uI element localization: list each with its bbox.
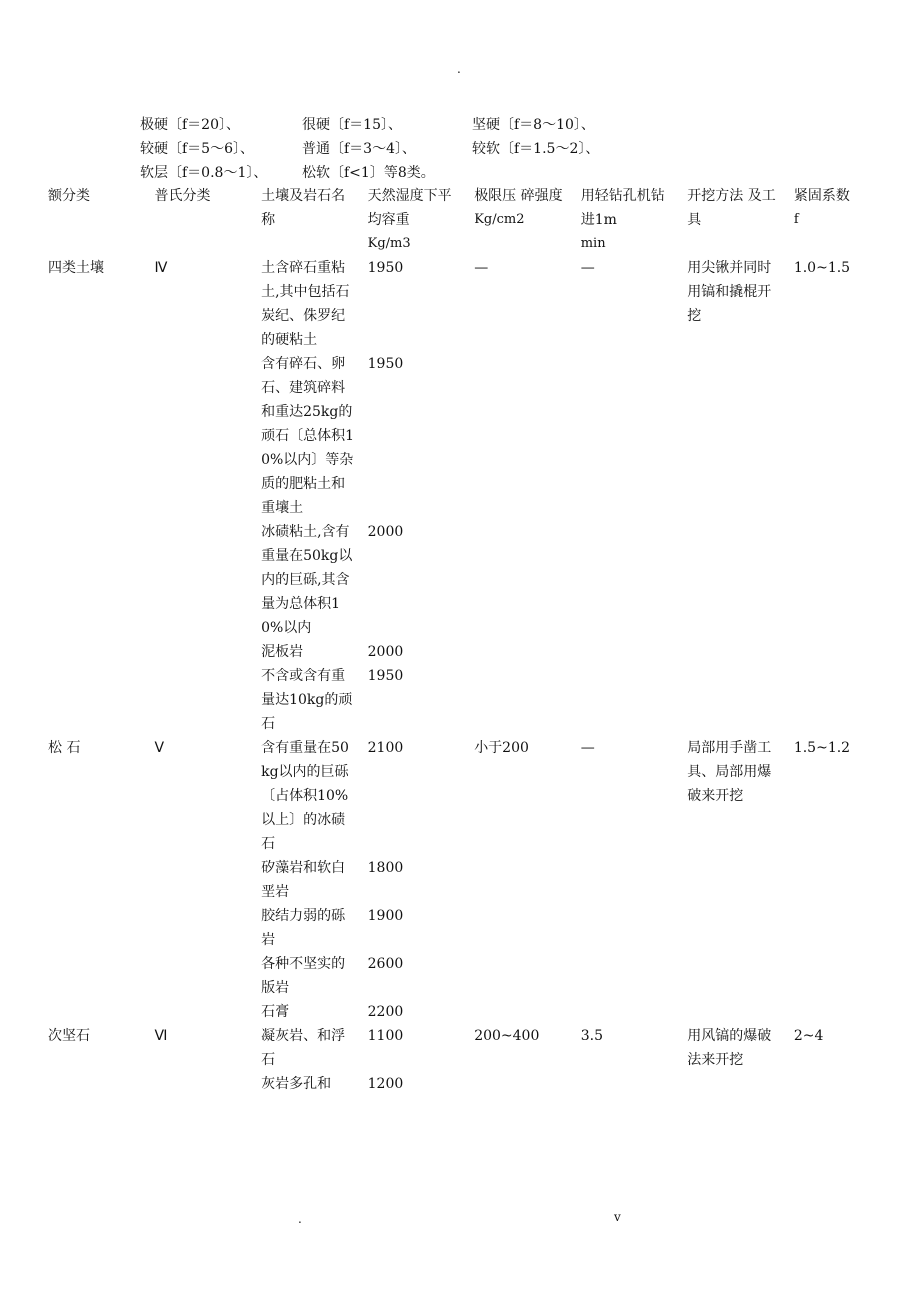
strength-cell: — bbox=[474, 260, 489, 276]
strength-cell: 200~400 bbox=[474, 1028, 540, 1044]
intro-item: 极硬〔f＝20〕、 bbox=[140, 117, 240, 133]
intro-item: 软层〔f＝0.8～1〕、 bbox=[140, 165, 268, 181]
name-cell: 矽藻岩和软白垩岩 bbox=[261, 860, 346, 900]
intro-item: 普通〔f＝3～4〕、 bbox=[302, 141, 416, 157]
category-cell: 松 石 bbox=[48, 740, 81, 756]
footer-left-mark: . bbox=[298, 1212, 302, 1226]
drill-cell: — bbox=[580, 260, 595, 276]
header-coef-unit: f bbox=[793, 212, 799, 227]
header-density bbox=[362, 184, 469, 256]
drill-cell: — bbox=[580, 740, 595, 756]
name-cell: 土含碎石重粘土,其中包括石炭纪、侏罗纪的硬粘土 bbox=[261, 260, 350, 348]
header-drill bbox=[575, 184, 682, 256]
density-cell: 2000 bbox=[367, 644, 404, 660]
grade-cell: Ⅵ bbox=[154, 1028, 168, 1044]
table-body bbox=[42, 256, 872, 1096]
name-cell: 各种不坚实的版岩 bbox=[261, 956, 346, 996]
density-cell: 1100 bbox=[367, 1028, 404, 1044]
coef-cell: 1.5~1.2 bbox=[793, 740, 851, 756]
header-drill-label: 用轻钻孔机钻进1m bbox=[580, 188, 665, 228]
name-cell: 凝灰岩、和浮石 bbox=[261, 1028, 346, 1068]
method-cell: 用尖锹并同时用镐和撬棍开挖 bbox=[687, 260, 772, 324]
density-cell: 2100 bbox=[367, 740, 404, 756]
density-cell: 2200 bbox=[367, 1004, 404, 1020]
name-cell: 含有碎石、卵石、建筑碎料和重达25kg的顽石〔总体积10%以内〕等杂质的肥粘土和重壤土 bbox=[261, 356, 355, 516]
category-cell: 四类土壤 bbox=[48, 260, 104, 276]
method-cell: 局部用手凿工具、局部用爆破来开挖 bbox=[687, 740, 772, 804]
name-cell: 泥板岩 bbox=[261, 644, 304, 660]
header-strength-label: 极限压 碎强度 bbox=[474, 188, 563, 204]
density-cell: 1950 bbox=[367, 260, 404, 276]
name-cell: 石膏 bbox=[261, 1004, 290, 1020]
name-cell: 灰岩多孔和 bbox=[261, 1076, 332, 1092]
grade-cell: Ⅳ bbox=[154, 260, 168, 276]
header-coef-label: 紧固系数 bbox=[793, 188, 850, 204]
header-density-label: 天然湿度下平均容重 bbox=[367, 188, 452, 228]
name-cell: 含有重量在50kg以内的巨砾〔占体积10%以上〕的冰碛石 bbox=[261, 740, 349, 852]
intro-item: 较硬〔f＝5～6〕、 bbox=[140, 141, 254, 157]
density-cell: 1950 bbox=[367, 356, 404, 372]
intro-item: 很硬〔f＝15〕、 bbox=[302, 117, 402, 133]
name-cell: 冰碛粘土,含有重量在50kg以内的巨砾,其含量为总体积10%以内 bbox=[261, 524, 353, 636]
header-name: 土壤及岩石名称 bbox=[261, 188, 346, 228]
header-coef bbox=[788, 184, 872, 256]
table-header-row bbox=[42, 184, 872, 256]
table-row bbox=[42, 1024, 872, 1072]
header-method: 开挖方法 及工具 bbox=[687, 188, 776, 228]
name-cell: 不含或含有重量达10kg的顽石 bbox=[261, 668, 353, 732]
strength-cell: 小于200 bbox=[474, 740, 529, 756]
grade-cell: Ⅴ bbox=[154, 740, 165, 756]
coef-cell: 1.0~1.5 bbox=[793, 260, 851, 276]
density-cell: 1800 bbox=[367, 860, 404, 876]
header-strength-unit: Kg/cm2 bbox=[474, 212, 525, 227]
drill-cell: 3.5 bbox=[580, 1028, 603, 1044]
rock-classification-table bbox=[42, 184, 872, 1096]
coef-cell: 2~4 bbox=[793, 1028, 824, 1044]
header-strength bbox=[468, 184, 575, 256]
table-row bbox=[42, 736, 872, 856]
method-cell: 用风镐的爆破法来开挖 bbox=[687, 1028, 772, 1068]
table-row bbox=[42, 256, 872, 352]
category-cell: 次坚石 bbox=[48, 1028, 90, 1044]
header-mark: . bbox=[457, 62, 461, 76]
density-cell: 1200 bbox=[367, 1076, 404, 1092]
density-cell: 2000 bbox=[367, 524, 404, 540]
header-category: 额分类 bbox=[48, 188, 90, 204]
header-grade: 普氏分类 bbox=[154, 188, 211, 204]
header-drill-unit: min bbox=[580, 236, 606, 251]
density-cell: 1950 bbox=[367, 668, 404, 684]
footer-right-mark: v bbox=[614, 1210, 621, 1224]
intro-item: 松软〔f<1〕等8类。 bbox=[302, 165, 435, 181]
intro-item: 坚硬〔f＝8～10〕、 bbox=[472, 117, 595, 133]
intro-item: 较软〔f＝1.5～2〕、 bbox=[472, 141, 600, 157]
header-density-unit: Kg/m3 bbox=[367, 236, 411, 251]
name-cell: 胶结力弱的砾岩 bbox=[261, 908, 346, 948]
density-cell: 2600 bbox=[367, 956, 404, 972]
density-cell: 1900 bbox=[367, 908, 404, 924]
